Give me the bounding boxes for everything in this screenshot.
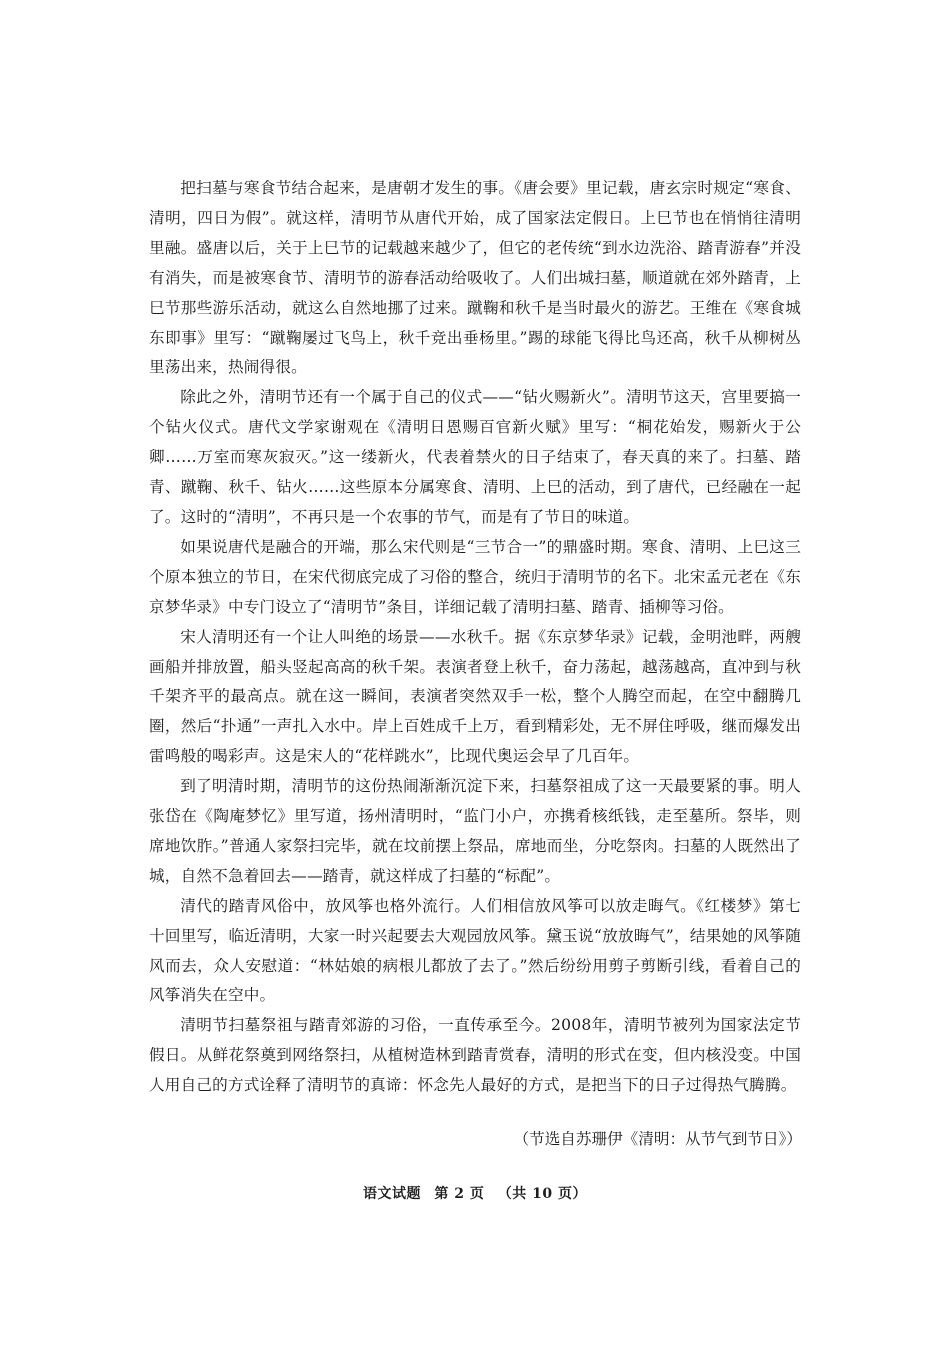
footer-total-pages: （共 10 页） bbox=[497, 1186, 587, 1202]
footer-subject: 语文试题 bbox=[363, 1186, 421, 1202]
footer-page-number: 第 2 页 bbox=[434, 1186, 485, 1202]
paragraph-modern-qingming: 清明节扫墓祭祖与踏青郊游的习俗，一直传承至今。2008年，清明节被列为国家法定节假日。从鲜花祭奠到网络祭扫，从植树造林到踏青赏春，清明的形式在变，但内核没变。中国人用自己的方式诠释了清明节的真谛：怀念先人最好的方式，是把当下的日子过得热气腾腾。 bbox=[149, 1016, 801, 1095]
paragraph-water-swing: 宋人清明还有一个让人叫绝的场景——水秋千。据《东京梦华录》记载，金明池畔，两艘画船并排放置，船头竖起高高的秋千架。表演者登上秋千，奋力荡起，越荡越高，直冲到与秋千架齐平的最高点。就在这一瞬间，表演者突然双手一松，整个人腾空而起，在空中翻腾几圈，然后“扑通”一声扎入水中。岸上百姓成千上万，看到精彩处，无不屏住呼吸，继而爆发出雷鸣般的喝彩声。这是宋人的“花样跳水”，比现代奥运会早了几百年。 bbox=[149, 627, 801, 766]
paragraph-new-fire-ritual: 除此之外，清明节还有一个属于自己的仪式——“钻火赐新火”。清明节这天，宫里要搞一个钻火仪式。唐代文学家谢观在《清明日恩赐百官新火赋》里写：“桐花始发，赐新火于公卿……万室而寒灰寂灭。”这一缕新火，代表着禁火的日子结束了，春天真的来了。扫墓、踏青、蹴鞠、秋千、钻火……这些原本分属寒食、清明、上巳的活动，到了唐代，已经融在一起了。这时的“清明”，不再只是一个农事的节气，而是有了节日的味道。 bbox=[149, 388, 801, 526]
paragraph-song-three-festivals: 如果说唐代是融合的开端，那么宋代则是“三节合一”的鼎盛时期。寒食、清明、上巳这三个原本独立的节日，在宋代彻底完成了习俗的整合，统归于清明节的名下。北宋孟元老在《东京梦华录》中专门设立了“清明节”条目，详细记载了清明扫墓、踏青、插柳等习俗。 bbox=[149, 537, 801, 616]
page-footer bbox=[0, 1183, 950, 1203]
paragraph-tang-tomb-sweeping: 把扫墓与寒食节结合起来，是唐朝才发生的事。《唐会要》里记载，唐玄宗时规定“寒食、清明，四日为假”。就这样，清明节从唐代开始，成了国家法定假日。上巳节也在悄悄往清明里融。盛唐以后，关于上巳节的记载越来越少了，但它的老传统“到水边洗浴、踏青游春”并没有消失，而是被寒食节、清明节的游春活动给吸收了。人们出城扫墓，顺道就在郊外踏青，上巳节那些游乐活动，就这么自然地挪了过来。蹴鞠和秋千是当时最火的游艺。王维在《寒食城东即事》里写：“蹴鞠屡过飞鸟上，秋千竞出垂杨里。”踢的球能飞得比鸟还高，秋千从柳树丛里荡出来，热闹得很。 bbox=[149, 179, 801, 377]
paragraph-kite-flying: 清代的踏青风俗中，放风筝也格外流行。人们相信放风筝可以放走晦气。《红楼梦》第七十回里写，临近清明，大家一时兴起要去大观园放风筝。黛玉说“放放晦气”，结果她的风筝随风而去，众人安慰道：“林姑娘的病根儿都放了去了。”然后纷纷用剪子剪断引线，看着自己的风筝消失在空中。 bbox=[149, 896, 801, 1005]
article-source: （节选自苏珊伊《清明：从节气到节日》） bbox=[513, 1130, 802, 1148]
paragraph-ming-qing: 到了明清时期，清明节的这份热闹渐渐沉淀下来，扫墓祭祖成了这一天最要紧的事。明人张岱在《陶庵梦忆》里写道，扬州清明时，“监门小户，亦携肴核纸钱，走至墓所。祭毕，则席地饮胙。”普通人家祭扫完毕，就在坟前摆上祭品，席地而坐，分吃祭肉。扫墓的人既然出了城，自然不急着回去——踏青，就这样成了扫墓的“标配”。 bbox=[149, 777, 801, 885]
article-body bbox=[149, 174, 801, 1101]
